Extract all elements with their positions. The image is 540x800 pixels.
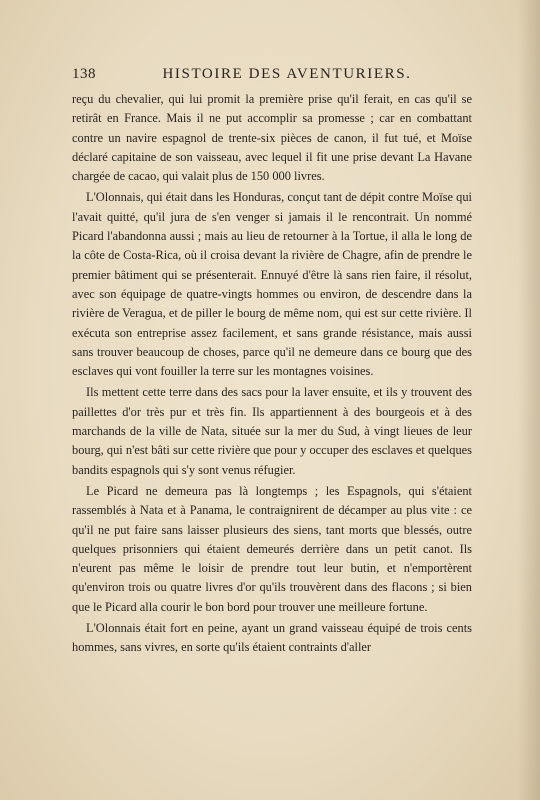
paragraph-5: L'Olonnais était fort en peine, ayant un grand vaisseau équipé de trois cents hommes, sans vivres, en sorte qu'ils étaient contraints d'aller xyxy=(72,621,472,655)
body-text xyxy=(72,90,472,660)
page-gutter-shadow xyxy=(518,0,540,800)
paragraph-3: Ils mettent cette terre dans des sacs pour la laver ensuite, et ils y trouvent des paillettes d'or très pur et très fin. Ils appartiennent à des bourgeois et à des marchands de la ville de Nata, située sur la mer du Sud, à vingt lieues de leur bourg, qui n'est bâti sur cette rivière que pour y occuper des esclaves et quelques bandits espagnols qui s'y sont venus réfugier. xyxy=(72,385,472,477)
running-title: HISTOIRE DES AVENTURIERS. xyxy=(162,66,412,82)
page-number: 138 xyxy=(72,66,96,82)
running-head xyxy=(72,66,468,86)
paragraph-1: reçu du chevalier, qui lui promit la première prise qu'il ferait, en cas qu'il se retirât en France. Mais il ne put accomplir sa promesse ; car en combattant contre un navire espagnol de trente-six pièces de canon, il fut tué, et Moïse déclaré capitaine de son vaisseau, avec lequel il fit une prise devant La Havane chargée de cacao, qui valait plus de 150 000 livres. xyxy=(72,92,472,184)
paragraph-2: L'Olonnais, qui était dans les Honduras, conçut tant de dépit contre Moïse qui l'avait quitté, qu'il jura de s'en venger si jamais il le rencontrait. Un nommé Picard l'abandonna aussi ; mais au lieu de retourner à la Tortue, il alla le long de la côte de Costa-Rica, où il croisa devant la rivière de Chagre, afin de prendre le premier bâtiment qui se présenterait. Ennuyé d'être là sans rien faire, il résolut, avec son équipage de quatre-vingts hommes ou environ, de descendre dans la rivière de Veragua, et de piller le bourg de même nom, qui est sur cette rivière. Il exécuta son entreprise assez facilement, et sans grande résistance, mais aussi sans trouver beaucoup de choses, parce qu'il ne demeure dans ce bourg que des esclaves qui vont fouiller la terre sur les montagnes voisines. xyxy=(72,190,472,379)
paragraph-4: Le Picard ne demeura pas là longtemps ; les Espagnols, qui s'étaient rassemblés à Nata et à Panama, le contraignirent de décamper au plus vite : ce qu'il ne put faire sans laisser plusieurs des siens, tant morts que blessés, outre quelques prisonniers qui étaient demeurés derrière dans un petit canot. Ils n'eurent pas même le loisir de prendre tout leur butin, et n'emportèrent qu'environ trois ou quatre livres d'or qu'ils trouvèrent dans des flacons ; si bien que le Picard alla courir le bon bord pour trouver une meilleure fortune. xyxy=(72,483,472,614)
